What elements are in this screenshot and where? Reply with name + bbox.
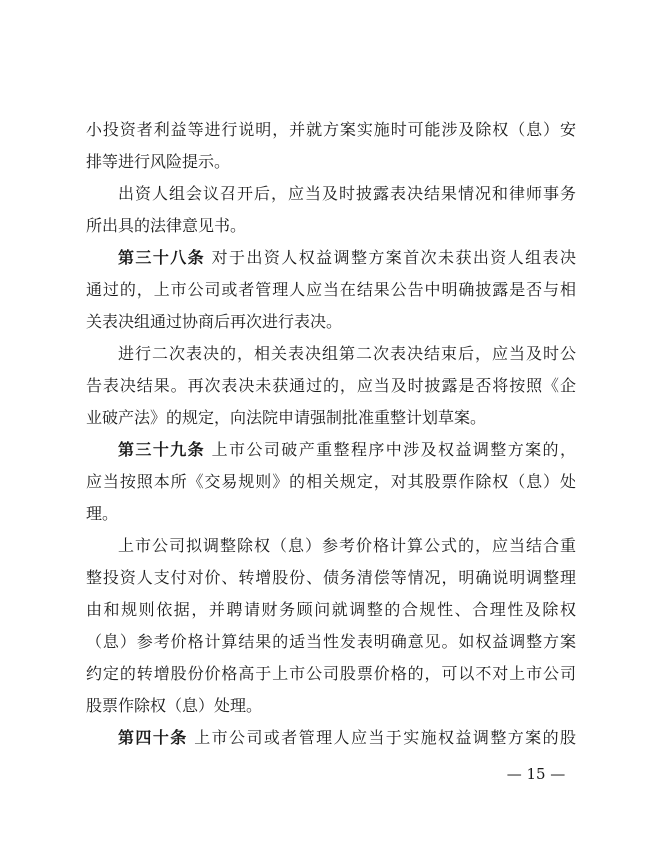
article-38-text: 对于出资人权益调整方案首次未获出资人组表决 [211, 248, 576, 267]
article-40-text: 上市公司或者管理人应当于实施权益调整方案的股 [194, 728, 576, 747]
text-line-9: 告表决结果。再次表决未获通过的，应当及时披露是否将按照《企 [86, 376, 576, 395]
text-line-18: 约定的转增股份价格高于上市公司股票价格的，可以不对上市公司 [86, 664, 576, 683]
text-line-2: 排等进行风险提示。 [86, 152, 231, 171]
article-38-number: 第三十八条 [118, 248, 206, 267]
text-line-15: 整投资人支付对价、转增股份、债务清偿等情况，明确说明调整理 [86, 568, 576, 587]
text-line-13: 理。 [86, 504, 119, 523]
article-39-number: 第三十九条 [118, 440, 206, 459]
page-number: — 15 — [506, 765, 566, 783]
text-line-10: 业破产法》的规定，向法院申请强制批准重整计划草案。 [86, 408, 487, 427]
text-line-17: （息）参考价格计算结果的适当性发表明确意见。如权益调整方案 [86, 632, 576, 651]
text-line-12: 应当按照本所《交易规则》的相关规定，对其股票作除权（息）处 [86, 472, 576, 491]
text-line-4: 所出具的法律意见书。 [86, 216, 247, 235]
article-38-first-line [118, 244, 576, 272]
article-40-number: 第四十条 [118, 728, 188, 747]
text-line-16: 由和规则依据，并聘请财务顾问就调整的合规性、合理性及除权 [86, 600, 576, 619]
text-line-19: 股票作除权（息）处理。 [86, 696, 263, 715]
article-39-first-line [118, 436, 576, 464]
text-line-6: 通过的，上市公司或者管理人应当在结果公告中明确披露是否与相 [86, 280, 576, 299]
text-line-7: 关表决组通过协商后再次进行表决。 [86, 312, 343, 331]
text-line-8: 进行二次表决的，相关表决组第二次表决结束后，应当及时公 [118, 344, 576, 363]
article-40-first-line [118, 724, 576, 752]
text-line-1: 小投资者利益等进行说明，并就方案实施时可能涉及除权（息）安 [86, 120, 576, 139]
text-line-3: 出资人组会议召开后，应当及时披露表决结果情况和律师事务 [118, 184, 576, 203]
text-line-14: 上市公司拟调整除权（息）参考价格计算公式的，应当结合重 [118, 536, 576, 555]
article-39-text: 上市公司破产重整程序中涉及权益调整方案的， [211, 440, 576, 459]
